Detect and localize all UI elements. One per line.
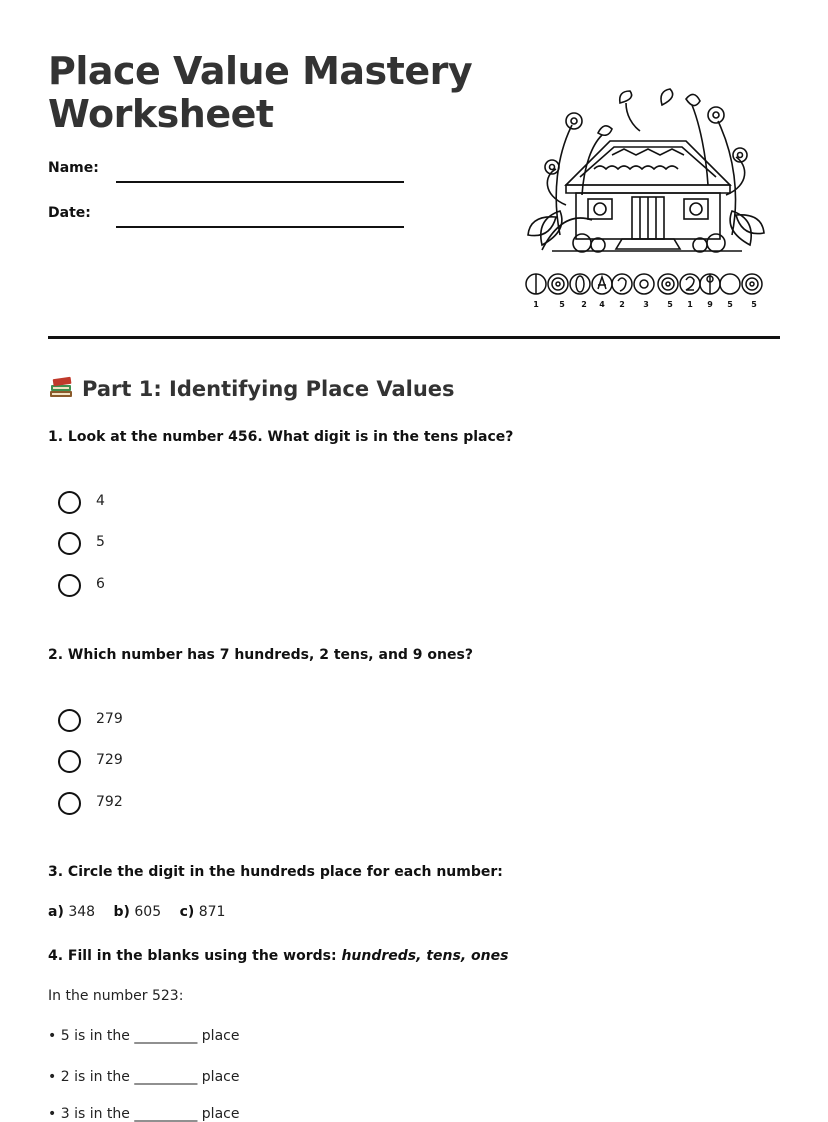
page-title xyxy=(48,50,472,136)
art-number: 3 xyxy=(643,300,649,309)
option-label: 279 xyxy=(96,711,123,727)
title-line-1: Place Value Mastery xyxy=(48,49,473,93)
art-number: 1 xyxy=(533,300,539,309)
radio-button[interactable] xyxy=(58,532,81,555)
art-number: 5 xyxy=(559,300,565,309)
item-number[interactable]: 871 xyxy=(198,904,226,920)
q4-blank-1[interactable]: • 5 is in the _________ place xyxy=(48,1028,240,1044)
header-divider xyxy=(48,336,780,339)
books-icon xyxy=(48,375,74,404)
question-4 xyxy=(48,948,508,964)
option-label: 729 xyxy=(96,752,123,768)
art-number: 5 xyxy=(667,300,673,309)
art-number: 5 xyxy=(727,300,733,309)
hut-illustration xyxy=(522,85,770,313)
art-number: 1 xyxy=(687,300,693,309)
radio-button[interactable] xyxy=(58,574,81,597)
date-label: Date: xyxy=(48,205,91,221)
item-number[interactable]: 348 xyxy=(68,904,96,920)
art-number: 2 xyxy=(581,300,587,309)
q4-text: 4. Fill in the blanks using the words: xyxy=(48,948,337,964)
q3-items xyxy=(48,904,225,920)
item-number[interactable]: 605 xyxy=(134,904,162,920)
date-line[interactable] xyxy=(116,226,404,228)
item-letter: b) xyxy=(113,904,130,920)
part1-title: Part 1: Identifying Place Values xyxy=(82,377,455,401)
radio-button[interactable] xyxy=(58,792,81,815)
art-number: 5 xyxy=(751,300,757,309)
radio-button[interactable] xyxy=(58,491,81,514)
question-2: 2. Which number has 7 hundreds, 2 tens, and 9 ones? xyxy=(48,647,473,663)
q4-blank-3[interactable]: • 3 is in the _________ place xyxy=(48,1106,240,1122)
name-line[interactable] xyxy=(116,181,404,183)
item-letter: c) xyxy=(179,904,195,920)
option-label: 5 xyxy=(96,534,105,550)
art-number: 2 xyxy=(619,300,625,309)
part1-heading xyxy=(48,375,455,404)
title-line-2: Worksheet xyxy=(48,92,274,136)
q4-words: hundreds, tens, ones xyxy=(341,948,509,964)
item-letter: a) xyxy=(48,904,64,920)
q4-intro: In the number 523: xyxy=(48,988,184,1004)
q4-blank-2[interactable]: • 2 is in the _________ place xyxy=(48,1069,240,1085)
option-label: 4 xyxy=(96,493,105,509)
radio-button[interactable] xyxy=(58,709,81,732)
art-number: 4 xyxy=(599,300,605,309)
question-1: 1. Look at the number 456. What digit is in the tens place? xyxy=(48,429,514,445)
question-3: 3. Circle the digit in the hundreds place for each number: xyxy=(48,864,503,880)
option-label: 792 xyxy=(96,794,123,810)
radio-button[interactable] xyxy=(58,750,81,773)
option-label: 6 xyxy=(96,576,105,592)
art-number: 9 xyxy=(707,300,713,309)
hut-icon xyxy=(522,85,770,313)
name-label: Name: xyxy=(48,160,99,176)
